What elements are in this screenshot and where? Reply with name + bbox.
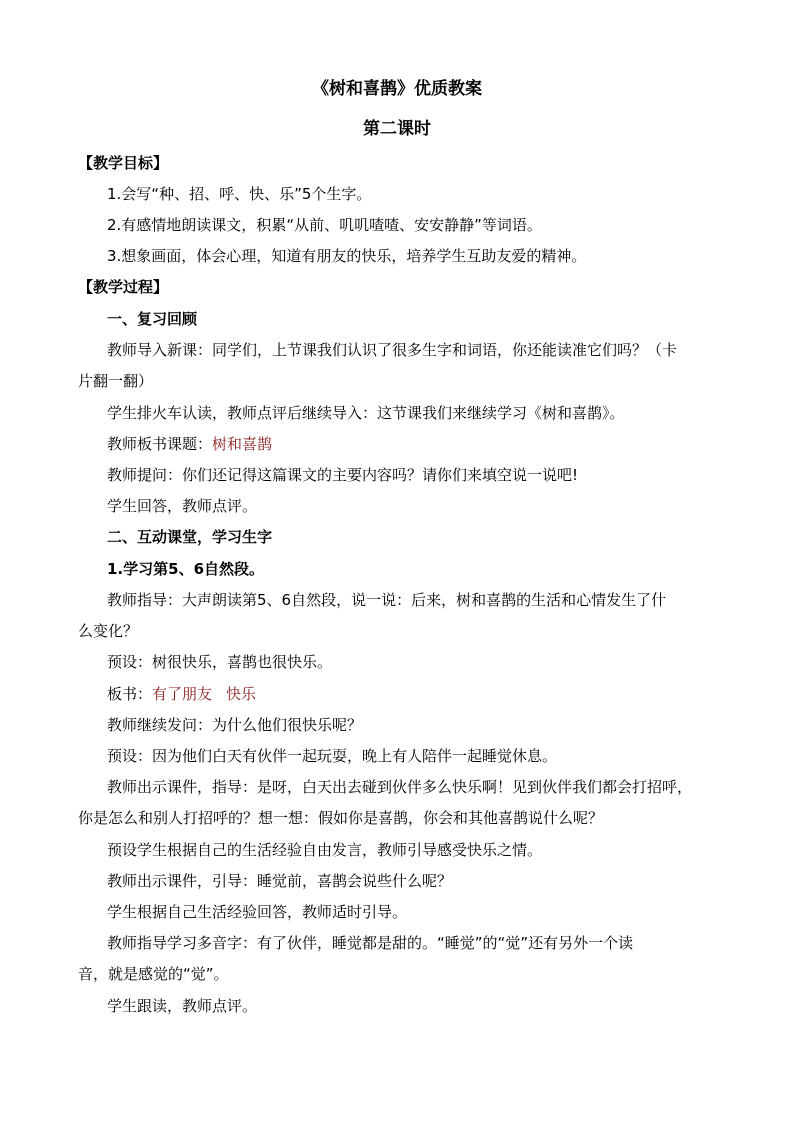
- board-text: 有了朋友: [152, 685, 213, 703]
- paragraph-line: 学生排火车认读，教师点评后继续导入：这节课我们来继续学习《树和喜鹊》。: [107, 404, 625, 422]
- paragraph-line: 教师指导学习多音字：有了伙伴，睡觉都是甜的。“睡觉”的“觉”还有另外一个读: [107, 934, 634, 952]
- paragraph-line: 教师出示课件，引导：睡觉前，喜鹊会说些什么呢？: [107, 872, 453, 890]
- goal-item: 2.有感情地朗读课文，积累“从前、叽叽喳喳、安安静静”等词语。: [107, 216, 542, 234]
- paragraph-line: [107, 434, 272, 454]
- paragraph-line: 学生跟读，教师点评。: [107, 997, 258, 1015]
- paragraph-line: 教师指导：大声朗读第5、6自然段，说一说：后来，树和喜鹊的生活和心情发生了什: [107, 591, 667, 609]
- paragraph-line: 么变化？: [78, 622, 139, 640]
- paragraph-line: 预设：因为他们白天有伙伴一起玩耍，晚上有人陪伴一起睡觉休息。: [107, 747, 558, 765]
- paragraph-line: 预设学生根据自己的生活经验自由发言，教师引导感受快乐之情。: [107, 841, 543, 859]
- paragraph-line: 片翻一翻）: [78, 372, 154, 390]
- board-text: 快乐: [226, 685, 257, 703]
- board-prefix: 教师板书课题：: [107, 435, 213, 453]
- paragraph-line: 音，就是感觉的“觉”。: [78, 965, 229, 983]
- section-heading: 二、互动课堂，学习生字: [107, 528, 273, 546]
- process-heading: 【教学过程】: [78, 278, 169, 296]
- paragraph-line: [107, 684, 256, 704]
- paragraph-line: 教师继续发问：为什么他们很快乐呢？: [107, 716, 363, 734]
- section-heading: 一、复习回顾: [107, 310, 198, 328]
- paragraph-line: 教师出示课件，指导：是呀，白天出去碰到伙伴多么快乐啊！见到伙伴我们都会打招呼，: [107, 778, 693, 796]
- goal-item: 3.想象画面，体会心理，知道有朋友的快乐，培养学生互助友爱的精神。: [107, 247, 587, 265]
- goal-item: 1.会写“种、招、呼、快、乐”5个生字。: [107, 185, 372, 203]
- paragraph-line: 你是怎么和别人打招呼的？想一想：假如你是喜鹊，你会和其他喜鹊说什么呢？: [78, 809, 604, 827]
- paragraph-line: 预设：树很快乐，喜鹊也很快乐。: [107, 653, 333, 671]
- subsection-heading: 1.学习第5、6自然段。: [107, 560, 265, 578]
- paragraph-line: 学生回答，教师点评。: [107, 497, 258, 515]
- board-prefix: 板书：: [107, 685, 153, 703]
- paragraph-line: 教师导入新课：同学们，上节课我们认识了很多生字和词语，你还能读准它们吗？（卡: [107, 341, 678, 359]
- board-title: 树和喜鹊: [212, 435, 273, 453]
- goals-heading: 【教学目标】: [78, 154, 169, 172]
- document-title: 《树和喜鹊》优质教案: [312, 79, 482, 99]
- paragraph-line: 学生根据自己生活经验回答，教师适时引导。: [107, 903, 408, 921]
- paragraph-line: 教师提问：你们还记得这篇课文的主要内容吗？请你们来填空说一说吧!: [107, 466, 579, 484]
- document-subtitle: 第二课时: [363, 119, 431, 139]
